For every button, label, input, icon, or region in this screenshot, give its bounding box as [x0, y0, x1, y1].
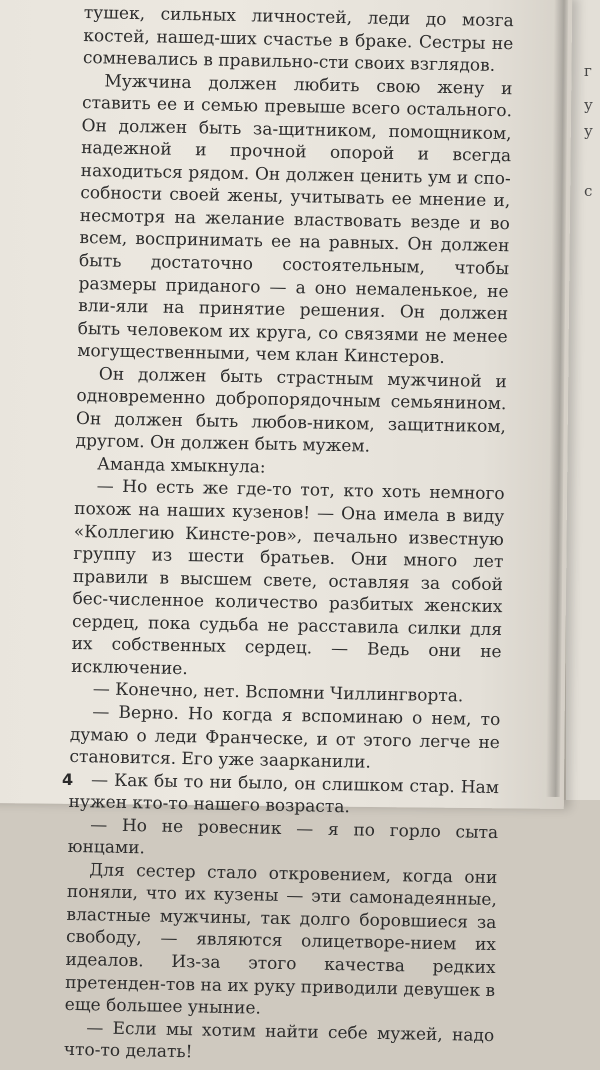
paragraph: — Конечно, нет. Вспомни Чиллингворта. — [92, 679, 464, 707]
facing-page-fragment: с — [584, 182, 593, 200]
paragraph: Мужчина должен любить свою жену и ставить ее и семью превыше всего остального. Он должен быть за-щитником, помощником, надежной и прочной опорой и всегда находиться рядом. Он должен ценить ум и спо-собности своей жены, учитывать ее мнение и, несмотря на желание властвовать везде и во всем, воспринимать ее на равных. Он должен быть достаточно состоятельным, чтобы размеры приданого — а оно немаленькое, не вли-яли на принятие решения. Он должен быть человеком их круга, со связями не менее могущественными, чем клан Кинстеров. — [77, 71, 513, 369]
page-gutter-shadow — [546, 0, 568, 797]
paragraph: Для сестер стало откровением, когда они поняли, что их кузены — эти самонадеянные, властные мужчины, так долго боровшиеся за свободу, — являются олицетворе-нием их идеалов. Из-за этого качества редких претенден-тов на их руку приводили девушек в еще большее уныние. — [64, 860, 498, 1019]
facing-page-fragment: г — [584, 62, 592, 80]
paragraph: — Но не ровесник — я по горло сыта юнцами. — [67, 814, 499, 859]
paragraph: — Если мы хотим найти себе мужей, надо что-то делать! — [63, 1017, 495, 1063]
page-text — [64, 2, 514, 1070]
facing-page-fragment: у — [584, 96, 593, 114]
paragraph: — Но есть же где-то тот, кто хоть немного похож на наших кузенов! — Она имела в виду «Коллегию Кинсте-ров», печально известную группу из шести братьев. Они много лет правили в высшем свете, оставляя за собой бес-численное количество разбитых женских сердец, пока судьба не расставила силки для их собственных сердец. — Ведь они не исключение. — [71, 476, 505, 679]
paragraph: — Верно. Но когда я вспоминаю о нем, то думаю о леди Франческе, и от этого легче не становится. Его уже заарканили. — [69, 702, 501, 773]
paragraph: Аманда хмыкнула: — [96, 454, 266, 478]
paragraph: тушек, сильных личностей, леди до мозга костей, нашед-ших счастье в браке. Сестры не сомневались в правильно-сти своих взглядов. — [82, 2, 514, 76]
paragraph: Он должен быть страстным мужчиной и одновременно добропорядочным семьянином. Он должен быть любов-ником, защитником, другом. Он должен быть мужем. — [75, 364, 507, 457]
paragraph: — Как бы то ни было, он слишком стар. Нам нужен кто-то нашего возраста. — [68, 769, 500, 818]
facing-page-fragment: у — [584, 122, 593, 140]
page-number: 4 — [62, 770, 74, 789]
facing-page — [566, 0, 600, 800]
